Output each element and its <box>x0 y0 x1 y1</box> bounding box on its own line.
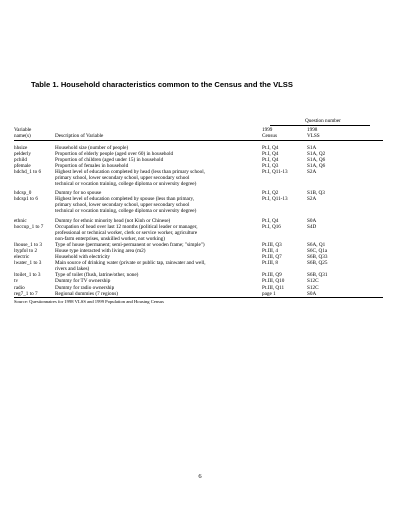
census-question: Pt.III, Q10 <box>261 278 302 284</box>
census-question: page 1 <box>261 291 302 297</box>
variable-name: tv <box>14 278 19 285</box>
header-census-bottom: Census <box>262 133 277 140</box>
header-variable-top: Variable <box>14 127 32 133</box>
vlss-question: S1B, Q3 <box>306 190 347 196</box>
variable-name: ethnic <box>14 217 27 224</box>
table-row <box>14 196 383 214</box>
table-body <box>14 145 383 297</box>
census-question: Pt.III, 4 <box>261 248 302 254</box>
vlss-question: S2A <box>306 196 347 202</box>
variable-description <box>55 291 270 297</box>
variable-description <box>55 196 270 214</box>
census-question: Pt.III, Q3 <box>261 242 302 248</box>
vlss-question: S6B, Q25 <box>306 260 347 266</box>
description-line: Dummy for radio ownership <box>55 284 115 291</box>
description-line: Occupation of head over last 12 months (political leader or manager, <box>55 223 198 230</box>
census-question: Pt.I, Q11-13 <box>261 196 302 202</box>
census-question: Pt.III, 8 <box>261 260 302 266</box>
description-line: Proportion of females in household <box>55 162 129 169</box>
description-line: House type interacted with living area (m2) <box>55 248 146 254</box>
description-line: rivers and lakes) <box>55 266 90 273</box>
vlss-question: S2A <box>306 169 347 175</box>
header-vlss-bottom: VLSS <box>307 133 320 140</box>
household-characteristics-table <box>14 118 383 305</box>
variable-name: lwater_1 to 3 <box>14 260 42 267</box>
vlss-question: S12C <box>306 278 347 284</box>
census-question: Pt.III, Q7 <box>261 254 302 260</box>
variable-name: hdchd_1 to 6 <box>14 168 42 175</box>
census-question: Pt.I, Q11-13 <box>261 169 302 175</box>
description-line: Type of house (permanent; semi-permanent or wooden frame; "simple") <box>55 241 205 248</box>
vlss-question: S1A, Q6 <box>306 157 347 163</box>
description-line: Household with electricity <box>55 254 111 261</box>
description-line: Main source of drinking water (private or public tap, rainwater and well, <box>55 260 206 267</box>
variable-name: pelderly <box>14 150 31 157</box>
description-line: Highest level of education completed by spouse (less than primary, <box>55 196 195 203</box>
census-question: Pt.I, Q2 <box>261 190 302 196</box>
variable-name: electric <box>14 254 30 261</box>
variable-name: hhsize <box>14 144 28 151</box>
bottom-rule <box>14 297 383 298</box>
page-number: 6 <box>198 473 202 480</box>
vlss-question: S0A <box>306 291 347 297</box>
description-line: professional or technical worker, clerk or service worker, agriculture <box>55 229 198 236</box>
description-line: technical or vocation training, college diploma or university degree) <box>55 208 197 215</box>
vlss-question: S6A, Q1 <box>306 242 347 248</box>
question-number-label: Question number <box>305 118 341 124</box>
table-row <box>14 224 383 242</box>
variable-name: ltoilet_1 to 3 <box>14 272 41 279</box>
description-line: primary school, lower secondary school, upper secondary school <box>55 202 190 209</box>
description-line: primary school, lower secondary school, upper secondary school <box>55 174 190 181</box>
variable-description <box>55 224 270 242</box>
table-row <box>14 260 383 272</box>
variable-description <box>55 169 270 187</box>
census-question: Pt.III, Q9 <box>261 272 302 278</box>
table-row <box>14 169 383 187</box>
vlss-question: S1A, Q2 <box>306 151 347 157</box>
column-header-row <box>14 127 383 140</box>
description-line: Proportion of elderly people (aged over 60) in household <box>55 150 174 157</box>
description-line: Dummy for no spouse <box>55 190 102 197</box>
variable-name: reg7_1 to 7 <box>14 290 38 297</box>
variable-description <box>55 260 270 272</box>
vlss-question: S4D <box>306 224 347 230</box>
variable-name: hdcsp_0 <box>14 190 32 197</box>
vlss-question: S1A <box>306 145 347 151</box>
question-number-header <box>14 118 383 124</box>
census-question: Pt.I, Q4 <box>261 151 302 157</box>
header-vlss-top: 1998 <box>307 127 318 133</box>
description-line: Proportion of children (aged under 15) in household <box>55 156 164 163</box>
variable-name: pfemale <box>14 162 31 169</box>
variable-name: hoccup_1 to 7 <box>14 223 44 230</box>
description-line: Regional dummies (7 regions) <box>55 290 118 297</box>
source-note: Source: Questionnaires for 1998 VLSS and 1999 Population and Housing Census <box>14 298 164 304</box>
description-line: technical or vocation training, college diploma or university degree) <box>55 181 197 188</box>
variable-name: lhouse_1 to 3 <box>14 241 42 248</box>
vlss-question: S6B, Q33 <box>306 254 347 260</box>
vlss-question: S6C, Q1a <box>306 248 347 254</box>
question-number-rule <box>270 125 370 126</box>
header-census-top: 1999 <box>262 127 273 133</box>
census-question: Pt.III, Q11 <box>261 285 302 291</box>
census-question: Pt.I, Q4 <box>261 218 302 224</box>
description-line: non-farm enterprises, unskilled worker, not working) <box>55 235 165 242</box>
vlss-question: S12C <box>306 285 347 291</box>
variable-name: radio <box>14 284 25 291</box>
description-line: Highest level of education completed by head (less than primary school, <box>55 168 205 175</box>
description-line: Dummy for ethnic minority head (not Kinh or Chinese) <box>55 217 171 224</box>
description-line: Type of toilet (flush, latrine/other, none) <box>55 272 139 279</box>
variable-name: ltypfol to 2 <box>14 248 38 254</box>
variable-name: hdcsp1 to 6 <box>14 196 38 203</box>
variable-name: pchild <box>14 156 27 163</box>
header-variable-bottom: name(s) <box>14 133 31 140</box>
table-title: Table 1. Household characteristics common to the Census and the VLSS <box>31 80 293 89</box>
vlss-question: S6B, Q31 <box>306 272 347 278</box>
description-line: Household size (number of people) <box>55 144 129 151</box>
vlss-question: S0A <box>306 218 347 224</box>
census-question: Pt.I, Q4 <box>261 157 302 163</box>
table-row <box>14 291 383 297</box>
description-line: Dummy for TV ownership <box>55 278 111 285</box>
census-question: Pt.I, Q3 <box>261 163 302 169</box>
census-question: Pt.I, Q4 <box>261 145 302 151</box>
header-description: Description of Variable <box>55 133 104 140</box>
census-question: Pt.I, Q16 <box>261 224 302 230</box>
vlss-question: S1A, Q6 <box>306 163 347 169</box>
